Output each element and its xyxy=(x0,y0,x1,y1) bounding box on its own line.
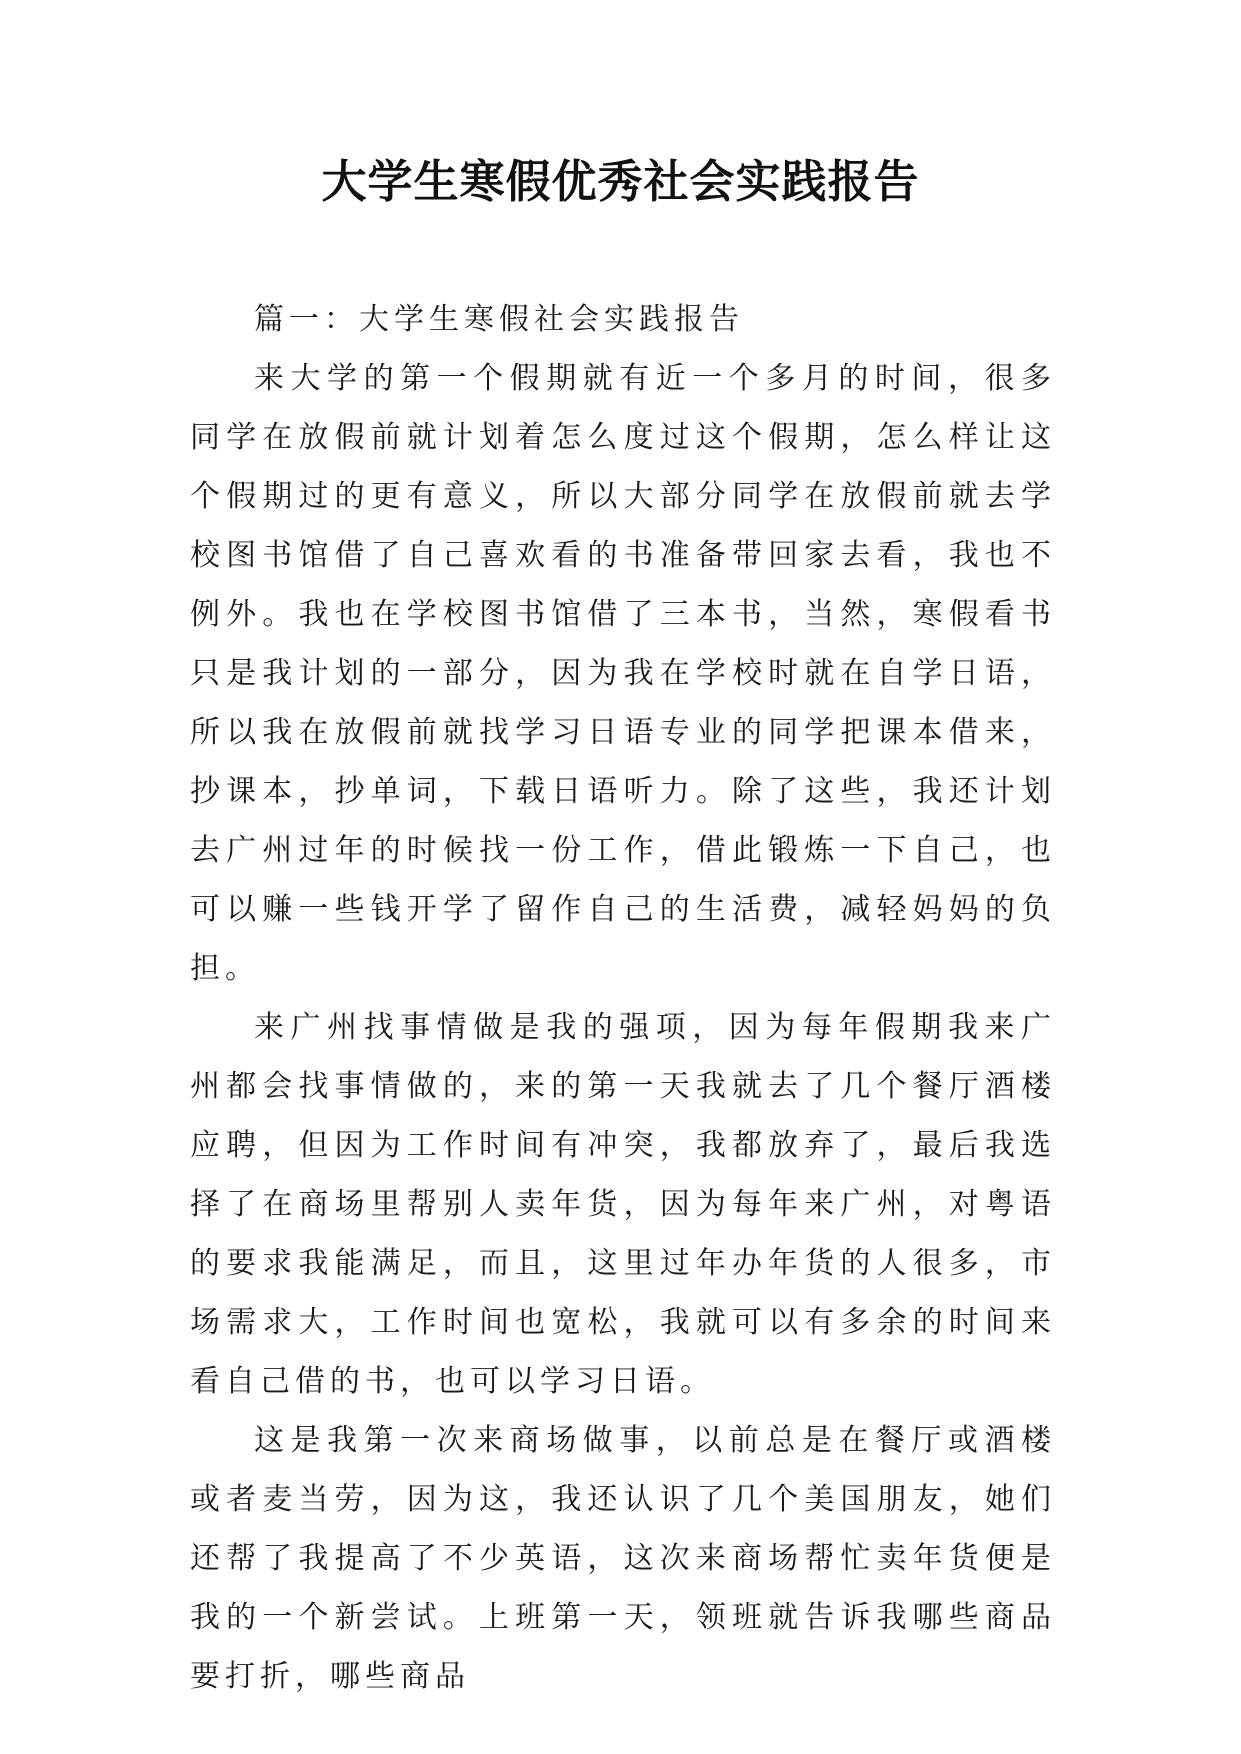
paragraph: 这是我第一次来商场做事，以前总是在餐厅或酒楼或者麦当劳，因为这，我还认识了几个美国朋友，她们还帮了我提高了不少英语，这次来商场帮忙卖年货便是我的一个新尝试。上班第一天，领班就告诉我哪些商品要打折，哪些商品 xyxy=(190,1423,1056,1694)
section-heading: 篇一：大学生寒假社会实践报告 xyxy=(254,302,744,337)
paragraph: 来大学的第一个假期就有近一个多月的时间，很多同学在放假前就计划着怎么度过这个假期，怎么样让这个假期过的更有意义，所以大部分同学在放假前就去学校图书馆借了自己喜欢看的书准备带回家去看，我也不例外。我也在学校图书馆借了三本书，当然，寒假看书只是我计划的一部分，因为我在学校时就在自学日语，所以我在放假前就找学习日语专业的同学把课本借来，抄课本，抄单词，下载日语听力。除了这些，我还计划去广州过年的时候找一份工作，借此锻炼一下自己，也可以赚一些钱开学了留作自己的生活费，减轻妈妈的负担。 xyxy=(190,361,1056,986)
document-title: 大学生寒假优秀社会实践报告 xyxy=(321,155,920,208)
document-body xyxy=(190,290,1056,1706)
paragraph: 来广州找事情做是我的强项，因为每年假期我来广州都会找事情做的，来的第一天我就去了几个餐厅酒楼应聘，但因为工作时间有冲突，我都放弃了，最后我选择了在商场里帮别人卖年货，因为每年来广州，对粤语的要求我能满足，而且，这里过年办年货的人很多，市场需求大，工作时间也宽松，我就可以有多余的时间来看自己借的书，也可以学习日语。 xyxy=(190,1010,1056,1399)
